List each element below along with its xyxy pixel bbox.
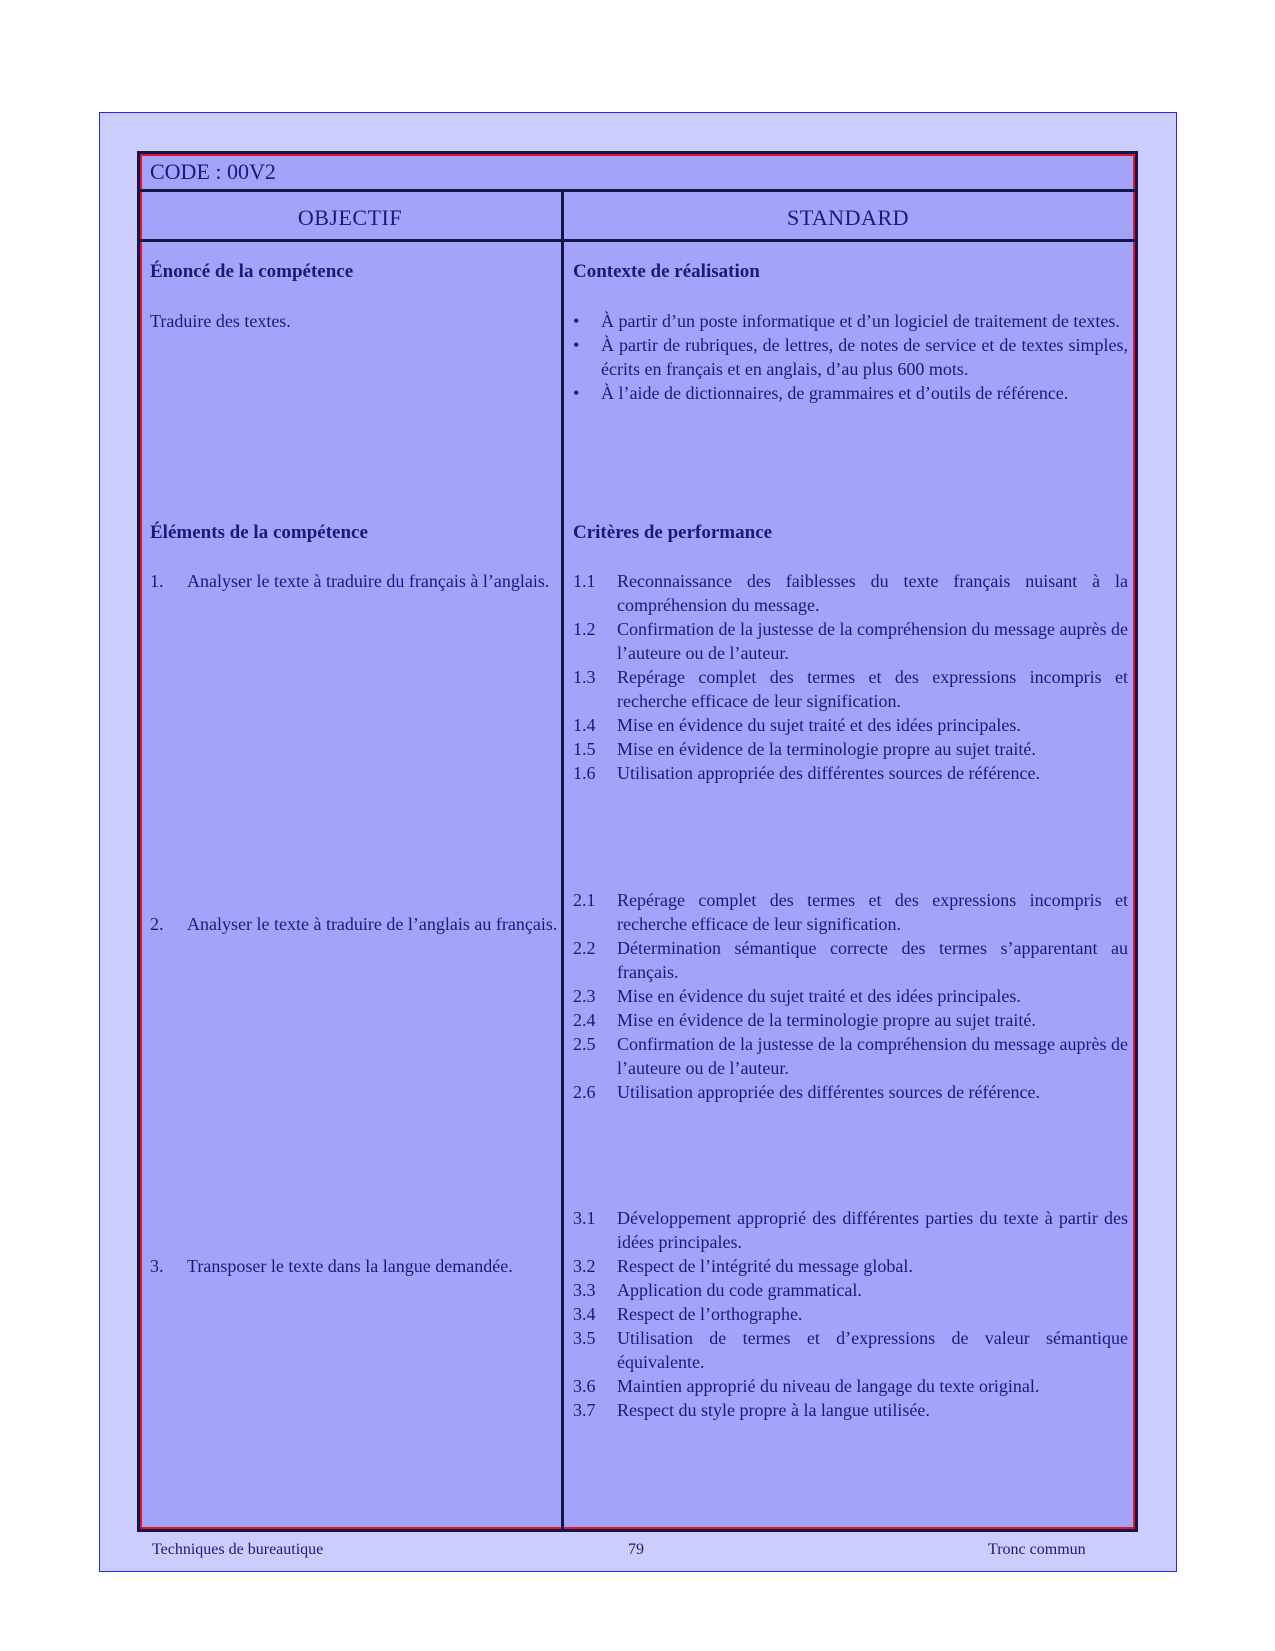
critere-text: Détermination sémantique correcte des termes s’apparentant au français. <box>617 938 1128 982</box>
criteres-group-3 <box>573 1206 1128 1422</box>
critere-text: Maintien approprié du niveau de langage du texte original. <box>617 1376 1040 1396</box>
critere-item <box>573 569 1128 617</box>
critere-number: 3.3 <box>573 1280 596 1300</box>
contexte-item <box>573 381 1128 405</box>
critere-text: Respect de l’intégrité du message global. <box>617 1256 913 1276</box>
critere-number: 1.5 <box>573 739 596 759</box>
column-divider <box>561 192 564 1529</box>
critere-text: Mise en évidence du sujet traité et des idées principales. <box>617 715 1021 735</box>
critere-number: 1.6 <box>573 763 596 783</box>
critere-text: Reconnaissance des faiblesses du texte français nuisant à la compréhension du message. <box>617 571 1128 615</box>
critere-number: 3.4 <box>573 1304 596 1324</box>
element-item <box>150 1254 585 1278</box>
critere-number: 1.4 <box>573 715 596 735</box>
critere-item <box>573 713 1128 737</box>
element-number: 1. <box>150 571 164 591</box>
critere-item <box>573 888 1128 936</box>
critere-text: Utilisation appropriée des différentes sources de référence. <box>617 1082 1040 1102</box>
element-text: Analyser le texte à traduire du français à l’anglais. <box>187 571 550 591</box>
critere-number: 2.3 <box>573 986 596 1006</box>
element-text: Analyser le texte à traduire de l’anglais au français. <box>187 914 558 934</box>
elements-title: Éléments de la compétence <box>150 522 368 543</box>
critere-number: 3.6 <box>573 1376 596 1396</box>
element-number: 2. <box>150 914 164 934</box>
critere-number: 3.5 <box>573 1328 596 1348</box>
contexte-item <box>573 333 1128 381</box>
header-standard: STANDARD <box>786 205 910 230</box>
critere-item <box>573 1398 1128 1422</box>
contexte-text: À partir de rubriques, de lettres, de notes de service et de textes simples, écrits en français et en anglais, d’au plus 600 mots. <box>601 335 1128 379</box>
element-text: Transposer le texte dans la langue demandée. <box>187 1256 513 1276</box>
critere-text: Utilisation de termes et d’expressions de valeur sémantique équivalente. <box>617 1328 1128 1372</box>
critere-text: Respect de l’orthographe. <box>617 1304 803 1324</box>
criteres-group-2 <box>573 888 1128 1104</box>
critere-text: Mise en évidence de la terminologie propre au sujet traité. <box>617 1010 1036 1030</box>
bullet-icon: • <box>573 335 580 355</box>
critere-text: Confirmation de la justesse de la compréhension du message auprès de l’auteure ou de l’auteur. <box>617 619 1128 663</box>
contexte-item <box>573 309 1128 333</box>
footer-right: Tronc commun <box>988 1541 1086 1558</box>
enonce-text: Traduire des textes. <box>150 311 291 331</box>
critere-item <box>573 1008 1128 1032</box>
critere-text: Respect du style propre à la langue utilisée. <box>617 1400 930 1420</box>
critere-text: Développement approprié des différentes parties du texte à partir des idées principales. <box>617 1208 1128 1252</box>
contexte-title: Contexte de réalisation <box>573 261 760 282</box>
critere-text: Utilisation appropriée des différentes sources de référence. <box>617 763 1040 783</box>
critere-number: 2.1 <box>573 890 596 910</box>
enonce-title: Énoncé de la compétence <box>150 261 354 282</box>
critere-item <box>573 761 1128 785</box>
critere-item <box>573 936 1128 984</box>
critere-item <box>573 984 1128 1008</box>
contexte-text: À l’aide de dictionnaires, de grammaires et d’outils de référence. <box>601 383 1069 403</box>
critere-number: 3.2 <box>573 1256 596 1276</box>
critere-number: 1.2 <box>573 619 596 639</box>
critere-number: 2.5 <box>573 1034 596 1054</box>
header-row <box>140 192 1135 242</box>
critere-text: Application du code grammatical. <box>617 1280 862 1300</box>
critere-number: 2.2 <box>573 938 596 958</box>
element-item <box>150 912 585 936</box>
critere-item <box>573 1278 1128 1302</box>
criteres-group-1 <box>573 569 1128 785</box>
footer-page-number: 79 <box>628 1541 644 1558</box>
critere-item <box>573 1326 1128 1374</box>
critere-text: Repérage complet des termes et des expressions incompris et recherche efficace de leur signification. <box>617 890 1128 934</box>
code-row <box>140 154 1135 192</box>
element-number: 3. <box>150 1256 164 1276</box>
critere-number: 1.3 <box>573 667 596 687</box>
critere-text: Mise en évidence de la terminologie propre au sujet traité. <box>617 739 1036 759</box>
contexte-list <box>573 309 1128 405</box>
criteres-title: Critères de performance <box>573 522 773 543</box>
critere-item <box>573 1302 1128 1326</box>
competency-code: CODE : 00V2 <box>150 159 276 184</box>
critere-number: 3.7 <box>573 1400 596 1420</box>
critere-text: Confirmation de la justesse de la compréhension du message auprès de l’auteure ou de l’auteur. <box>617 1034 1128 1078</box>
critere-item <box>573 1374 1128 1398</box>
critere-text: Repérage complet des termes et des expressions incompris et recherche efficace de leur signification. <box>617 667 1128 711</box>
critere-item <box>573 1206 1128 1254</box>
header-objective: OBJECTIF <box>297 205 403 230</box>
bullet-icon: • <box>573 383 580 403</box>
critere-item <box>573 1032 1128 1080</box>
critere-number: 2.6 <box>573 1082 596 1102</box>
critere-item <box>573 737 1128 761</box>
footer-left: Techniques de bureautique <box>152 1541 324 1558</box>
critere-number: 2.4 <box>573 1010 596 1030</box>
element-item <box>150 569 585 593</box>
critere-item <box>573 1254 1128 1278</box>
critere-text: Mise en évidence du sujet traité et des idées principales. <box>617 986 1021 1006</box>
critere-item <box>573 1080 1128 1104</box>
critere-number: 1.1 <box>573 571 596 591</box>
critere-item <box>573 617 1128 665</box>
contexte-text: À partir d’un poste informatique et d’un logiciel de traitement de textes. <box>601 311 1120 331</box>
critere-item <box>573 665 1128 713</box>
critere-number: 3.1 <box>573 1208 596 1228</box>
competency-table <box>137 151 1138 1532</box>
bullet-icon: • <box>573 311 580 331</box>
